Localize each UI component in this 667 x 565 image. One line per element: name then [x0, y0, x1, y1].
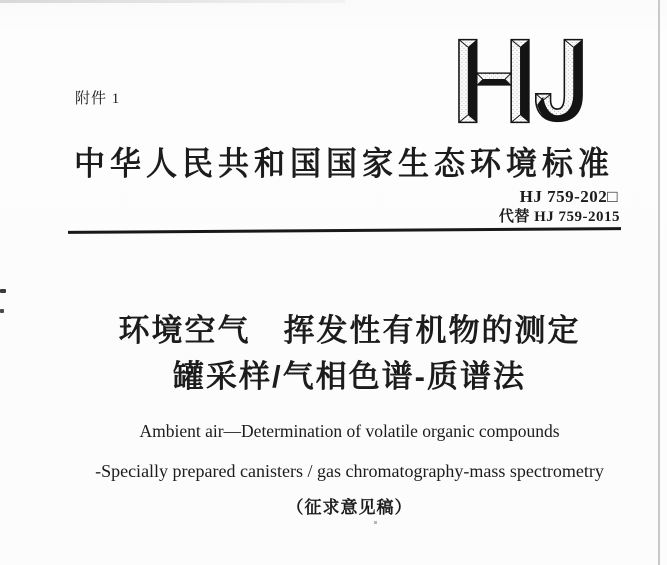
scan-shadow-top [0, 0, 345, 3]
title-cn-line2: 罐采样/气相色谱-质谱法 [173, 359, 526, 394]
replaces-note: 代替 HJ 759-2015 [498, 209, 620, 225]
scan-speck [0, 289, 6, 293]
draft-note: （征求意见稿） [286, 498, 413, 517]
title-cn-line1: 环境空气 挥发性有机物的测定 [118, 313, 581, 348]
title-en-line1: Ambient air—Determination of volatile organic compounds [139, 421, 560, 441]
scan-speck [0, 309, 4, 313]
header-rule [68, 227, 621, 233]
hj-logo-icon [457, 37, 587, 125]
standard-heading: 中华人民共和国国家生态环境标准 [74, 145, 614, 182]
attachment-label: 附件 1 [75, 91, 121, 107]
standard-number: HJ 759-202□ [519, 187, 618, 206]
scan-speck [374, 521, 377, 524]
title-en-line2: -Specially prepared canisters / gas chromatography-mass spectrometry [95, 461, 604, 481]
